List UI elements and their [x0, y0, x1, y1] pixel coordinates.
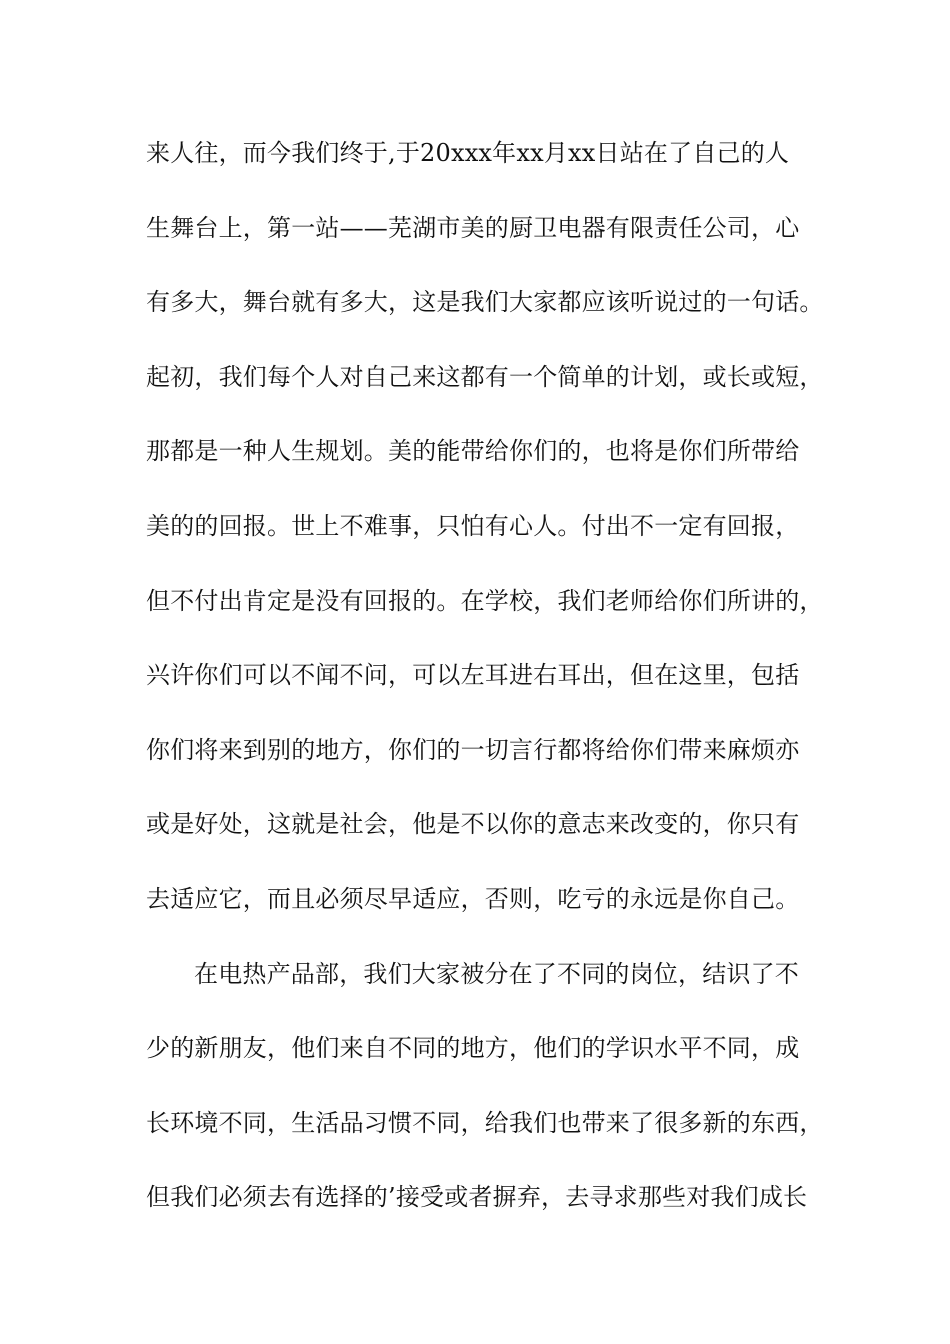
text-line: 美的的回报。世上不难事，只怕有心人。付出不一定有回报，: [146, 511, 800, 540]
body-text: [146, 128, 826, 1247]
text-line: 去适应它，而且必须尽早适应，否则，吃亏的永远是你自己。: [146, 884, 800, 913]
text-line: 但不付出肯定是没有回报的。在学校，我们老师给你们所讲的，: [146, 586, 824, 615]
text-line: 但我们必须去有选择的’接受或者摒弃，去寻求那些对我们成长: [146, 1183, 808, 1212]
text-line: 你们将来到别的地方，你们的一切言行都将给你们带来麻烦亦: [146, 735, 800, 764]
text-line: 有多大，舞台就有多大，这是我们大家都应该听说过的一句话。: [146, 288, 824, 317]
text-line: 少的新朋友，他们来自不同的地方，他们的学识水平不同，成: [146, 1034, 800, 1063]
text-line: 兴许你们可以不闻不问，可以左耳进右耳出，但在这里，包括: [146, 661, 800, 690]
text-line: 长环境不同，生活品习惯不同，给我们也带来了很多新的东西，: [146, 1108, 824, 1137]
paragraph-start-line: 在电热产品部，我们大家被分在了不同的岗位，结识了不: [194, 959, 799, 988]
text-line: 那都是一种人生规划。美的能带给你们的，也将是你们所带给: [146, 437, 800, 466]
text-line: 起初，我们每个人对自己来这都有一个简单的计划，或长或短，: [146, 362, 824, 391]
text-line: 生舞台上，第一站——芜湖市美的厨卫电器有限责任公司，心: [146, 213, 800, 242]
text-line: 来人往，而今我们终于,于20xxx年xx月xx日站在了自己的人: [146, 139, 790, 167]
text-line: 或是好处，这就是社会，他是不以你的意志来改变的，你只有: [146, 810, 800, 839]
